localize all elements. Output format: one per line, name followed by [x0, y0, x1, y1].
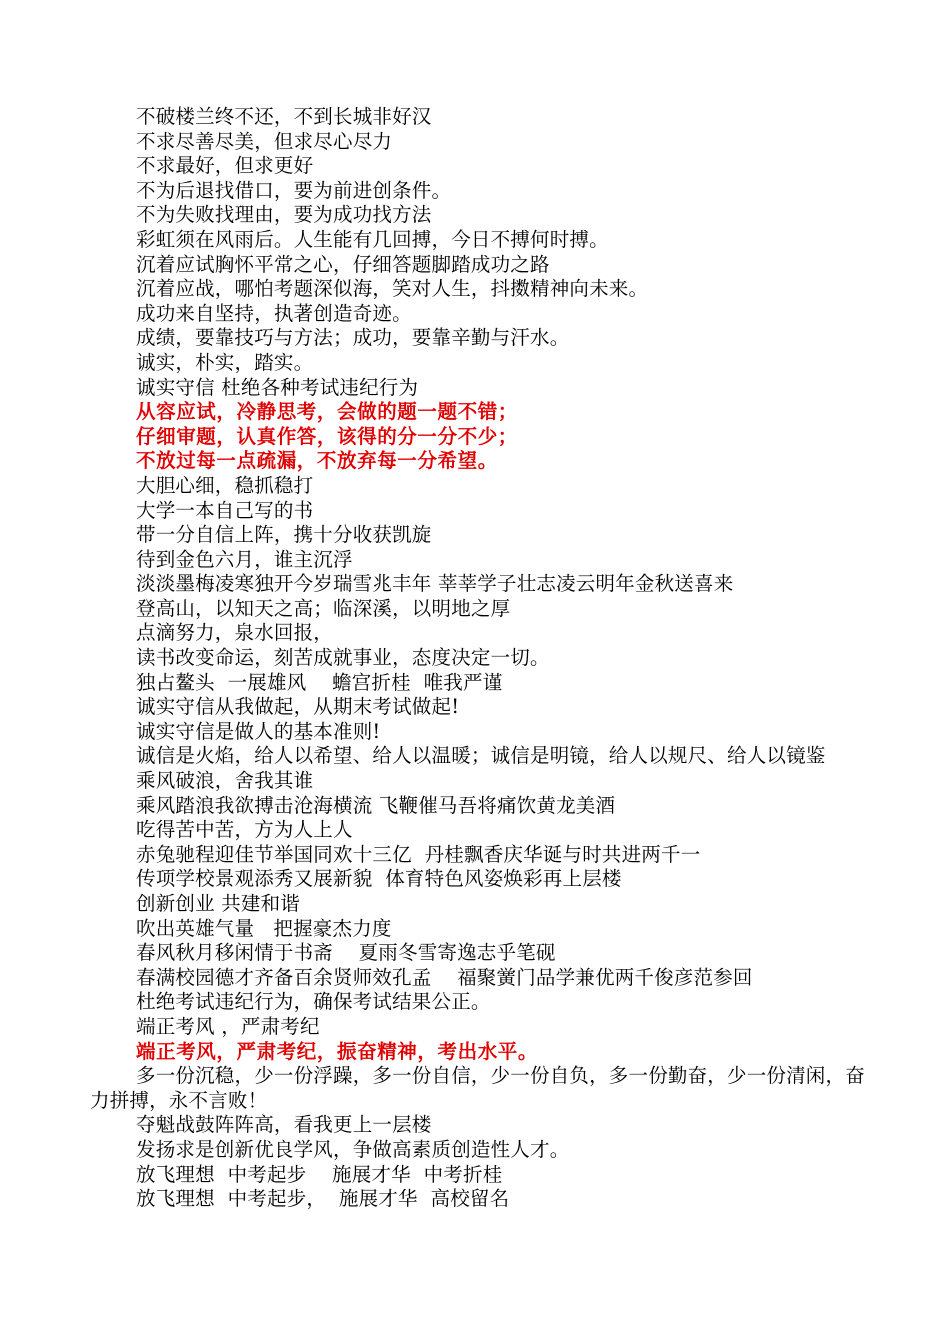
highlighted-line: 仔细审题，认真作答，该得的分一分不少； — [136, 424, 518, 448]
text-line: 带一分自信上阵，携十分收获凯旋 — [136, 523, 432, 547]
text-line: 杜绝考试违纪行为，确保考试结果公正。 — [136, 990, 491, 1014]
text-line: 夺魁战鼓阵阵高，看我更上一层楼 — [136, 1113, 432, 1137]
text-line: 不为后退找借口，要为前进创条件。 — [136, 178, 452, 202]
text-line: 淡淡墨梅凌寒独开今岁瑞雪兆丰年 莘莘学子壮志凌云明年金秋送喜来 — [136, 572, 734, 596]
text-line: 乘风踏浪我欲搏击沧海横流 飞鞭催马吾将痛饮黄龙美酒 — [136, 793, 616, 817]
text-line: 诚实守信是做人的基本准则! — [136, 719, 381, 743]
text-line: 创新创业 共建和谐 — [136, 892, 300, 915]
text-line: 诚信是火焰，给人以希望、给人以温暖；诚信是明镜，给人以规尺、给人以镜鉴 — [136, 744, 826, 768]
highlighted-line: 不放过每一点疏漏，不放弃每一分希望。 — [136, 449, 498, 473]
text-line: 不求尽善尽美，但求尽心尽力 — [136, 129, 393, 153]
text-line: 春风秋月移闲情于书斋 夏雨冬雪寄逸志乎笔砚 — [136, 941, 556, 965]
text-line: 春满校园德才齐备百余贤师效孔孟 福聚黉门品学兼优两千俊彦范参回 — [136, 965, 753, 989]
text-line: 乘风破浪，舍我其谁 — [136, 769, 314, 793]
text-line: 大学一本自己写的书 — [136, 498, 314, 522]
text-line: 端正考风 ，严肃考纪 — [136, 1014, 320, 1038]
text-line: 不为失败找理由，要为成功找方法 — [136, 203, 432, 227]
text-line: 多一份沉稳，少一份浮躁，多一份自信，少一份自负，多一份勤奋，少一份清闲，奋力拼搏，永不言败！ — [90, 1064, 865, 1112]
highlighted-line: 端正考风，严肃考纪，振奋精神，考出水平。 — [136, 1039, 539, 1063]
text-line: 读书改变命运，刻苦成就事业，态度决定一切。 — [136, 646, 550, 670]
text-line: 沉着应试胸怀平常之心，仔细答题脚踏成功之路 — [136, 252, 550, 276]
text-line: 登高山，以知天之高；临深溪，以明地之厚 — [136, 596, 511, 620]
text-line: 诚实守信 杜绝各种考试违纪行为 — [136, 375, 419, 399]
text-line: 独占鳌头 一展雄风 蟾宫折桂 唯我严谨 — [136, 670, 503, 694]
text-line: 不破楼兰终不还，不到长城非好汉 — [136, 105, 432, 128]
text-line: 吃得苦中苦，方为人上人 — [136, 818, 353, 842]
text-line: 沉着应战，哪怕考题深似海，笑对人生，抖擞精神向未来。 — [136, 277, 649, 301]
text-line: 赤兔驰程迎佳节举国同欢十三亿 丹桂飘香庆华诞与时共进两千一 — [136, 842, 701, 866]
text-line: 成功来自坚持，执著创造奇迹。 — [136, 301, 412, 325]
text-line: 发扬求是创新优良学风，争做高素质创造性人才。 — [136, 1137, 570, 1161]
text-line: 放飞理想 中考起步， 施展才华 高校留名 — [136, 1187, 510, 1211]
text-line: 成绩，要靠技巧与方法；成功，要靠辛勤与汗水。 — [136, 326, 570, 350]
text-line: 不求最好，但求更好 — [136, 154, 314, 178]
text-line: 诚实守信从我做起，从期末考试做起! — [136, 695, 460, 719]
text-line: 传项学校景观添秀又展新貌 体育特色风姿焕彩再上层楼 — [136, 867, 622, 891]
text-line: 点滴努力，泉水回报， — [136, 621, 334, 645]
text-line: 诚实，朴实，踏实。 — [136, 350, 314, 374]
text-line: 吹出英雄气量 把握豪杰力度 — [136, 916, 392, 940]
text-line: 大胆心细，稳抓稳打 — [136, 473, 314, 497]
text-line: 待到金色六月，谁主沉浮 — [136, 547, 353, 571]
text-line: 彩虹须在风雨后。人生能有几回搏，今日不搏何时搏。 — [136, 227, 609, 251]
highlighted-line: 从容应试，冷静思考，会做的题一题不错； — [136, 400, 518, 424]
document-body — [90, 105, 865, 1212]
text-line: 放飞理想 中考起步 施展才华 中考折桂 — [136, 1162, 503, 1186]
